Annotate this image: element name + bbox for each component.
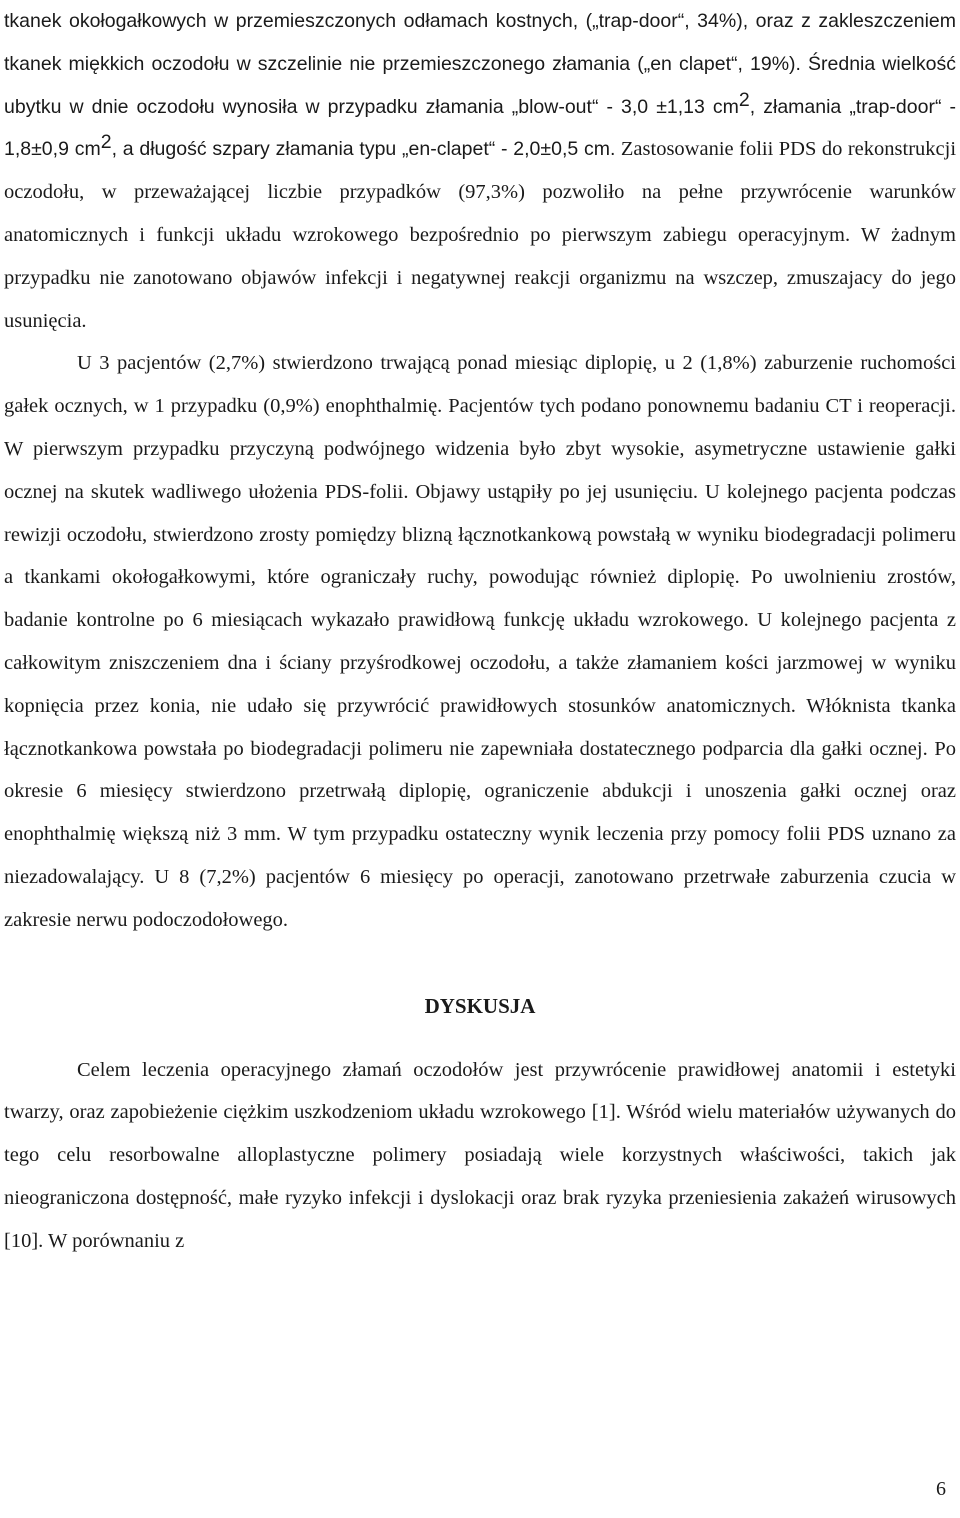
superscript-2: 2 (100, 131, 112, 154)
discussion-paragraph-1: Celem leczenia operacyjnego złamań oczodołów jest przywrócenie prawidłowej anatomii i estetyki twarzy, oraz zapobieżenie ciężkim uszkodzeniom układu wzrokowego [1]. Wśród wielu materiałów używanych do tego celu resorbowalne alloplastyczne polimery posiadają wiele korzystnych właściwości, takich jak nieograniczona dostępność, małe ryzyko infekcji i dyslokacji oraz brak ryzyka przeniesienia zakażeń wirusowych [10]. W porównaniu z (4, 1058, 956, 1252)
page-number: 6 (936, 1478, 946, 1500)
results-paragraph-1 (4, 0, 956, 342)
paragraph-1-text-c: , a długość szpary złamania typu „en-clapet“ - 2,0±0,5 cm. (111, 138, 616, 161)
paragraph-1-text-d: Zastosowanie folii PDS do rekonstrukcji oczodołu, w przeważającej liczbie przypadków (97,3%) pozwoliło na pełne przywrócenie warunków anatomicznych i funkcji układu wzrokowego bezpośrednio po pierwszym zabiegu operacyjnym. W żadnym przypadku nie zanotowano objawów infekcji i negatywnej reakcji organizmu na wszczep, zmuszajacy do jego usunięcia. (4, 138, 957, 332)
superscript-2: 2 (738, 88, 750, 111)
section-spacer (4, 942, 956, 985)
document-page (4, 0, 956, 1263)
section-heading: DYSKUSJA (424, 993, 536, 1018)
section-spacer (4, 1027, 956, 1049)
paragraph-1-text-b: , złamania „trap-door“ - 1,8±0,9 cm (4, 95, 956, 161)
paragraph-1-text-a: tkanek okołogałkowych w przemieszczonych odłamach kostnych, („trap-door“, 34%), oraz z zakleszczeniem tkanek miękkich oczodołu w szczelinie nie przemieszczonego złamania („en clapet“, 19%). Średnia wielkość ubytku w dnie oczodołu wynosiła w przypadku złamania „blow-out“ - 3,0 ±1,13 cm (4, 10, 956, 118)
results-paragraph-2: U 3 pacjentów (2,7%) stwierdzono trwającą ponad miesiąc diplopię, u 2 (1,8%) zaburzenie ruchomości gałek ocznych, w 1 przypadku (0,9%) enophthalmię. Pacjentów tych podano ponownemu badaniu CT i reoperacji. W pierwszym przypadku przyczyną podwójnego widzenia było zbyt wysokie, asymetryczne ustawienie gałki ocznej na skutek wadliwego ułożenia PDS-folii. Objawy ustąpiły po jej usunięciu. U kolejnego pacjenta podczas rewizji oczodołu, stwierdzono zrosty pomiędzy blizną łącznotkankową powstałą w wyniku biodegradacji polimeru a tkankami okołogałkowymi, które ograniczały ruchy, powodując również diplopię. Po uwolnieniu zrostów, badanie kontrolne po 6 miesiącach wykazało prawidłową funkcję układu wzrokowego. U kolejnego pacjenta z całkowitym zniszczeniem dna i ściany przyśrodkowej oczodołu, a także złamaniem kości jarzmowej w wyniku kopnięcia przez konia, nie udało się przywrócić prawidłowych stosunków anatomicznych. Włóknista tkanka łącznotkankowa powstała po biodegradacji polimeru nie zapewniała dostatecznego podparcia dla gałki ocznej. Po okresie 6 miesięcy stwierdzono przetrwałą diplopię, ograniczenie abdukcji i unoszenia gałki ocznej oraz enophthalmię większą niż 3 mm. W tym przypadku ostateczny wynik leczenia przy pomocy folii PDS uznano za niezadowalający. U 8 (7,2%) pacjentów 6 miesięcy po operacji, zanotowano przetrwałe zaburzenia czucia w zakresie nerwu podoczodołowego. (4, 352, 956, 931)
